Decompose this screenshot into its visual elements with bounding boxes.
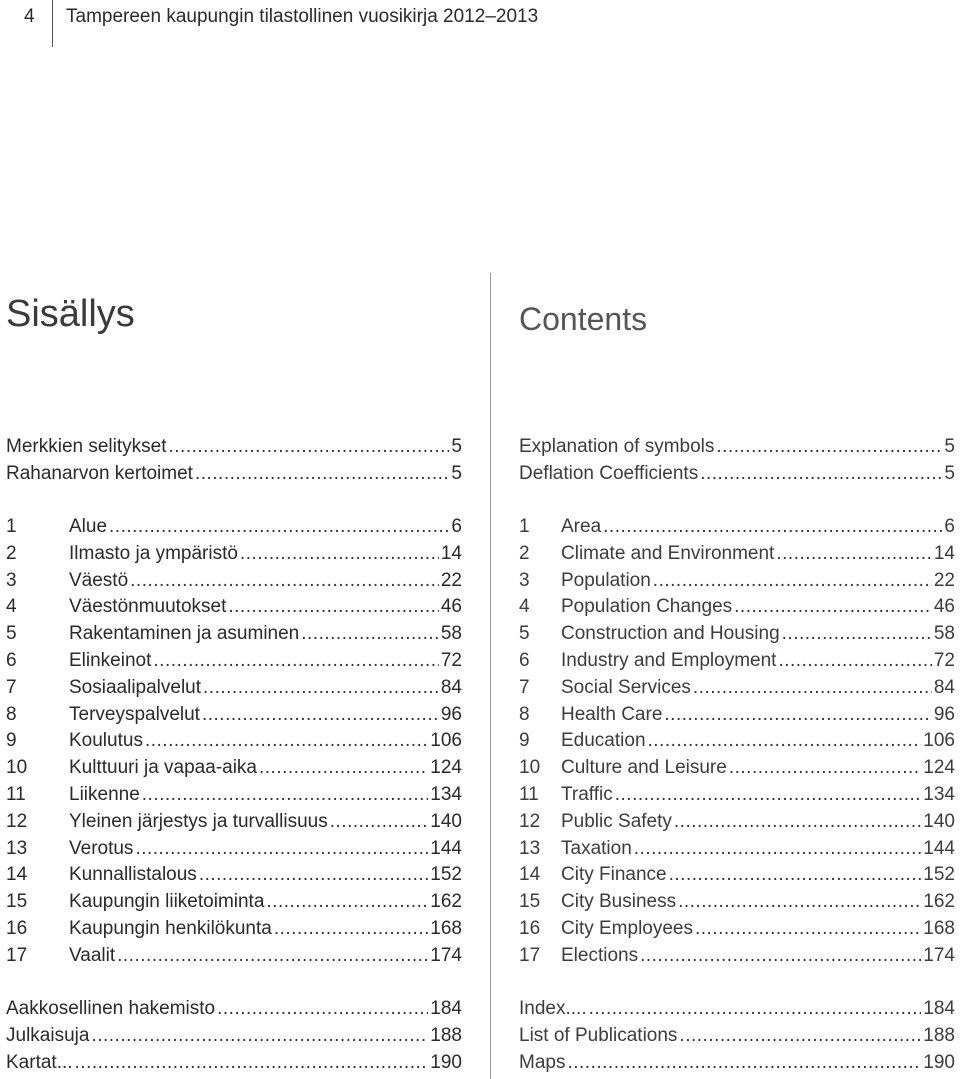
dot-leader (674, 809, 921, 836)
chapter-number: 3 (519, 569, 530, 591)
dot-leader (615, 782, 922, 809)
page-reference: 190 (430, 1051, 462, 1073)
dot-leader (778, 648, 931, 675)
chapter-number: 5 (519, 623, 530, 645)
page-reference: 6 (451, 516, 462, 537)
toc-entry (519, 1023, 955, 1050)
chapter-list-en (519, 514, 955, 970)
entry-label: City Employees (561, 917, 693, 939)
toc-entry (519, 889, 955, 916)
dot-leader (199, 862, 428, 889)
chapter-number: 17 (519, 944, 541, 966)
page-reference: 46 (440, 596, 462, 618)
chapter-number: 7 (6, 676, 17, 698)
toc-entry (6, 1023, 462, 1050)
chapter-number: 17 (6, 944, 28, 966)
page-reference: 14 (440, 542, 462, 564)
dot-leader (203, 675, 439, 702)
toc-entry (6, 621, 462, 648)
dot-leader (202, 702, 439, 729)
toc-entry (519, 568, 955, 595)
chapter-number: 6 (519, 649, 530, 671)
dot-leader (228, 594, 438, 621)
chapter-number: 15 (519, 891, 541, 913)
dot-leader (135, 836, 428, 863)
page-reference: 174 (430, 944, 462, 966)
toc-entry (6, 541, 462, 568)
entry-label: Kaupungin liiketoiminta (69, 891, 265, 913)
chapter-number: 10 (6, 757, 28, 779)
page-reference: 14 (933, 542, 955, 564)
entry-label: Rakentaminen ja asuminen (69, 623, 300, 645)
entry-label: Kaupungin henkilökunta (69, 917, 272, 939)
page-reference: 58 (933, 623, 955, 645)
back-matter-list-fi (6, 996, 462, 1076)
page-reference: 22 (933, 569, 955, 591)
entry-label: Merkkien selitykset (6, 436, 167, 457)
chapter-number: 2 (6, 542, 17, 564)
entry-label: Explanation of symbols (519, 436, 715, 457)
chapter-number: 9 (519, 730, 530, 752)
page-reference: 5 (451, 462, 462, 484)
toc-entry (6, 594, 462, 621)
section-title-en: Contents (519, 301, 648, 337)
entry-label: Health Care (561, 703, 663, 725)
entry-label: Maps (519, 1051, 566, 1073)
chapter-number: 13 (6, 837, 28, 859)
dot-leader (259, 755, 428, 782)
page-reference: 106 (923, 730, 955, 752)
page-reference: 162 (430, 891, 462, 913)
page-reference: 5 (944, 436, 955, 457)
chapter-number: 6 (6, 649, 17, 671)
entry-label: Elinkeinot (69, 649, 152, 671)
page-reference: 6 (944, 516, 955, 537)
entry-label: Index.... (519, 998, 587, 1019)
chapter-number: 16 (6, 917, 28, 939)
toc-entry (6, 889, 462, 916)
dot-leader (669, 862, 922, 889)
entry-label: Elections (561, 944, 639, 966)
toc-entry (6, 675, 462, 702)
page-reference: 5 (944, 462, 955, 484)
toc-entry (519, 514, 955, 541)
toc-entry (6, 782, 462, 809)
toc-entry (519, 461, 955, 488)
toc-entry (519, 836, 955, 863)
chapter-number: 2 (519, 542, 530, 564)
dot-leader (634, 836, 922, 863)
column-divider (490, 273, 491, 1079)
chapter-number: 11 (519, 783, 539, 805)
chapter-number: 13 (519, 837, 541, 859)
toc-entry (519, 996, 955, 1023)
toc-entry (6, 702, 462, 729)
chapter-number: 8 (6, 703, 17, 725)
page-reference: 124 (923, 757, 955, 779)
toc-entry (6, 461, 462, 488)
entry-label: City Finance (561, 864, 667, 886)
entry-label: Social Services (561, 676, 691, 698)
page-reference: 140 (430, 810, 462, 832)
toc-entry (519, 434, 955, 461)
dot-leader (640, 943, 921, 970)
dot-leader (776, 541, 932, 568)
entry-label: Deflation Coefficients (519, 462, 699, 484)
entry-label: List of Publications (519, 1024, 678, 1046)
dot-leader (664, 702, 931, 729)
page-reference: 168 (430, 917, 462, 939)
chapter-number: 1 (6, 516, 17, 537)
entry-label: Liikenne (69, 783, 140, 805)
entry-label: Kulttuuri ja vapaa-aika (69, 757, 257, 779)
chapter-number: 1 (519, 516, 530, 537)
page-reference: 46 (933, 596, 955, 618)
page-reference: 140 (923, 810, 955, 832)
page-reference: 184 (923, 998, 955, 1019)
dot-leader (142, 782, 429, 809)
dot-leader (603, 514, 942, 541)
page-number: 4 (24, 6, 35, 27)
entry-label: Industry and Employment (561, 649, 777, 671)
entry-label: Kunnallistalous (69, 864, 197, 886)
toc-entry (519, 728, 955, 755)
entry-label: Koulutus (69, 730, 143, 752)
toc-entry (6, 862, 462, 889)
chapter-number: 9 (6, 730, 17, 752)
toc-entry (519, 809, 955, 836)
page-reference: 184 (430, 998, 462, 1019)
toc-entry (6, 1050, 462, 1077)
dot-leader (274, 916, 428, 943)
dot-leader (330, 809, 429, 836)
dot-leader (693, 675, 932, 702)
chapter-number: 4 (519, 596, 530, 618)
entry-label: Julkaisuja (6, 1024, 90, 1046)
toc-entry (6, 836, 462, 863)
entry-label: Taxation (561, 837, 632, 859)
dot-leader (695, 916, 921, 943)
chapter-number: 4 (6, 596, 17, 618)
entry-label: Sosiaalipalvelut (69, 676, 202, 698)
toc-entry (519, 648, 955, 675)
entry-label: Ilmasto ja ympäristö (69, 542, 238, 564)
toc-entry (519, 675, 955, 702)
toc-entry (519, 702, 955, 729)
entry-label: Väestönmuutokset (69, 596, 227, 618)
toc-entry (519, 943, 955, 970)
toc-entry (519, 755, 955, 782)
chapter-number: 11 (6, 783, 26, 805)
page-reference: 168 (923, 917, 955, 939)
page-reference: 72 (933, 649, 955, 671)
chapter-number: 10 (519, 757, 541, 779)
toc-entry (6, 809, 462, 836)
entry-label: Construction and Housing (561, 623, 780, 645)
dot-leader (782, 621, 932, 648)
header-divider (52, 0, 53, 47)
toc-entry (6, 514, 462, 541)
page-reference: 152 (923, 864, 955, 886)
page-reference: 190 (923, 1051, 955, 1073)
toc-entry (519, 621, 955, 648)
chapter-number: 7 (519, 676, 530, 698)
dot-leader (700, 461, 942, 488)
toc-entry (6, 755, 462, 782)
toc-entry (6, 434, 462, 461)
dot-leader (217, 996, 428, 1023)
chapter-number: 16 (519, 917, 541, 939)
dot-leader (169, 434, 450, 461)
page-reference: 124 (430, 757, 462, 779)
dot-leader (734, 594, 932, 621)
dot-leader (301, 621, 439, 648)
front-matter-list-fi (6, 434, 462, 488)
entry-label: Yleinen järjestys ja turvallisuus (69, 810, 328, 832)
dot-leader (567, 1050, 921, 1077)
toc-entry (519, 594, 955, 621)
toc-entry (6, 943, 462, 970)
chapter-number: 12 (6, 810, 28, 832)
chapter-number: 14 (519, 864, 541, 886)
entry-label: Verotus (69, 837, 134, 859)
chapter-number: 14 (6, 864, 28, 886)
page-header (0, 0, 960, 48)
entry-label: Population (561, 569, 651, 591)
entry-label: Traffic (561, 783, 613, 805)
chapter-number: 8 (519, 703, 530, 725)
dot-leader (153, 648, 438, 675)
dot-leader (75, 1050, 429, 1077)
dot-leader (130, 568, 439, 595)
chapter-list-fi (6, 514, 462, 970)
page-reference: 22 (440, 569, 462, 591)
toc-entry (519, 1050, 955, 1077)
entry-label: Väestö (69, 569, 129, 591)
dot-leader (729, 755, 921, 782)
page-reference: 162 (923, 891, 955, 913)
front-matter-list-en (519, 434, 955, 488)
page-reference: 58 (440, 623, 462, 645)
dot-leader (145, 728, 428, 755)
page-reference: 134 (923, 783, 955, 805)
page-reference: 152 (430, 864, 462, 886)
chapter-number: 12 (519, 810, 541, 832)
dot-leader (648, 728, 922, 755)
entry-label: Alue (69, 516, 108, 537)
page-reference: 106 (430, 730, 462, 752)
dot-leader (91, 1023, 428, 1050)
page-reference: 5 (451, 436, 462, 457)
entry-label: Education (561, 730, 646, 752)
toc-entry (6, 916, 462, 943)
entry-label: Rahanarvon kertoimet (6, 462, 193, 484)
toc-entry (519, 541, 955, 568)
entry-label: Public Safety (561, 810, 672, 832)
dot-leader (716, 434, 942, 461)
toc-entry (6, 568, 462, 595)
entry-label: Climate and Environment (561, 542, 775, 564)
dot-leader (117, 943, 428, 970)
toc-entry (519, 862, 955, 889)
dot-leader (653, 568, 932, 595)
dot-leader (589, 996, 922, 1023)
entry-label: Aakkosellinen hakemisto (6, 998, 216, 1019)
entry-label: City Business (561, 891, 677, 913)
toc-entry (6, 728, 462, 755)
entry-label: Kartat... (6, 1051, 73, 1073)
toc-entry (519, 916, 955, 943)
toc-entry (6, 996, 462, 1023)
page-reference: 134 (430, 783, 462, 805)
chapter-number: 5 (6, 623, 17, 645)
entry-label: Terveyspalvelut (69, 703, 200, 725)
entry-label: Vaalit (69, 944, 116, 966)
entry-label: Culture and Leisure (561, 757, 727, 779)
page-reference: 72 (440, 649, 462, 671)
page-reference: 144 (923, 837, 955, 859)
chapter-number: 15 (6, 891, 28, 913)
page-reference: 84 (440, 676, 462, 698)
dot-leader (240, 541, 439, 568)
entry-label: Population Changes (561, 596, 733, 618)
entry-label: Area (561, 516, 602, 537)
running-title: Tampereen kaupungin tilastollinen vuosikirja 2012–2013 (66, 6, 539, 27)
section-title-fi: Sisällys (6, 293, 135, 335)
toc-entry (519, 782, 955, 809)
page-reference: 188 (430, 1024, 462, 1046)
page-reference: 96 (440, 703, 462, 725)
page-reference: 84 (933, 676, 955, 698)
dot-leader (266, 889, 428, 916)
page-reference: 144 (430, 837, 462, 859)
back-matter-list-en (519, 996, 955, 1076)
page-reference: 174 (923, 944, 955, 966)
toc-entry (6, 648, 462, 675)
dot-leader (109, 514, 449, 541)
page-reference: 96 (933, 703, 955, 725)
dot-leader (195, 461, 449, 488)
chapter-number: 3 (6, 569, 17, 591)
dot-leader (678, 889, 921, 916)
page-reference: 188 (923, 1024, 955, 1046)
dot-leader (679, 1023, 921, 1050)
